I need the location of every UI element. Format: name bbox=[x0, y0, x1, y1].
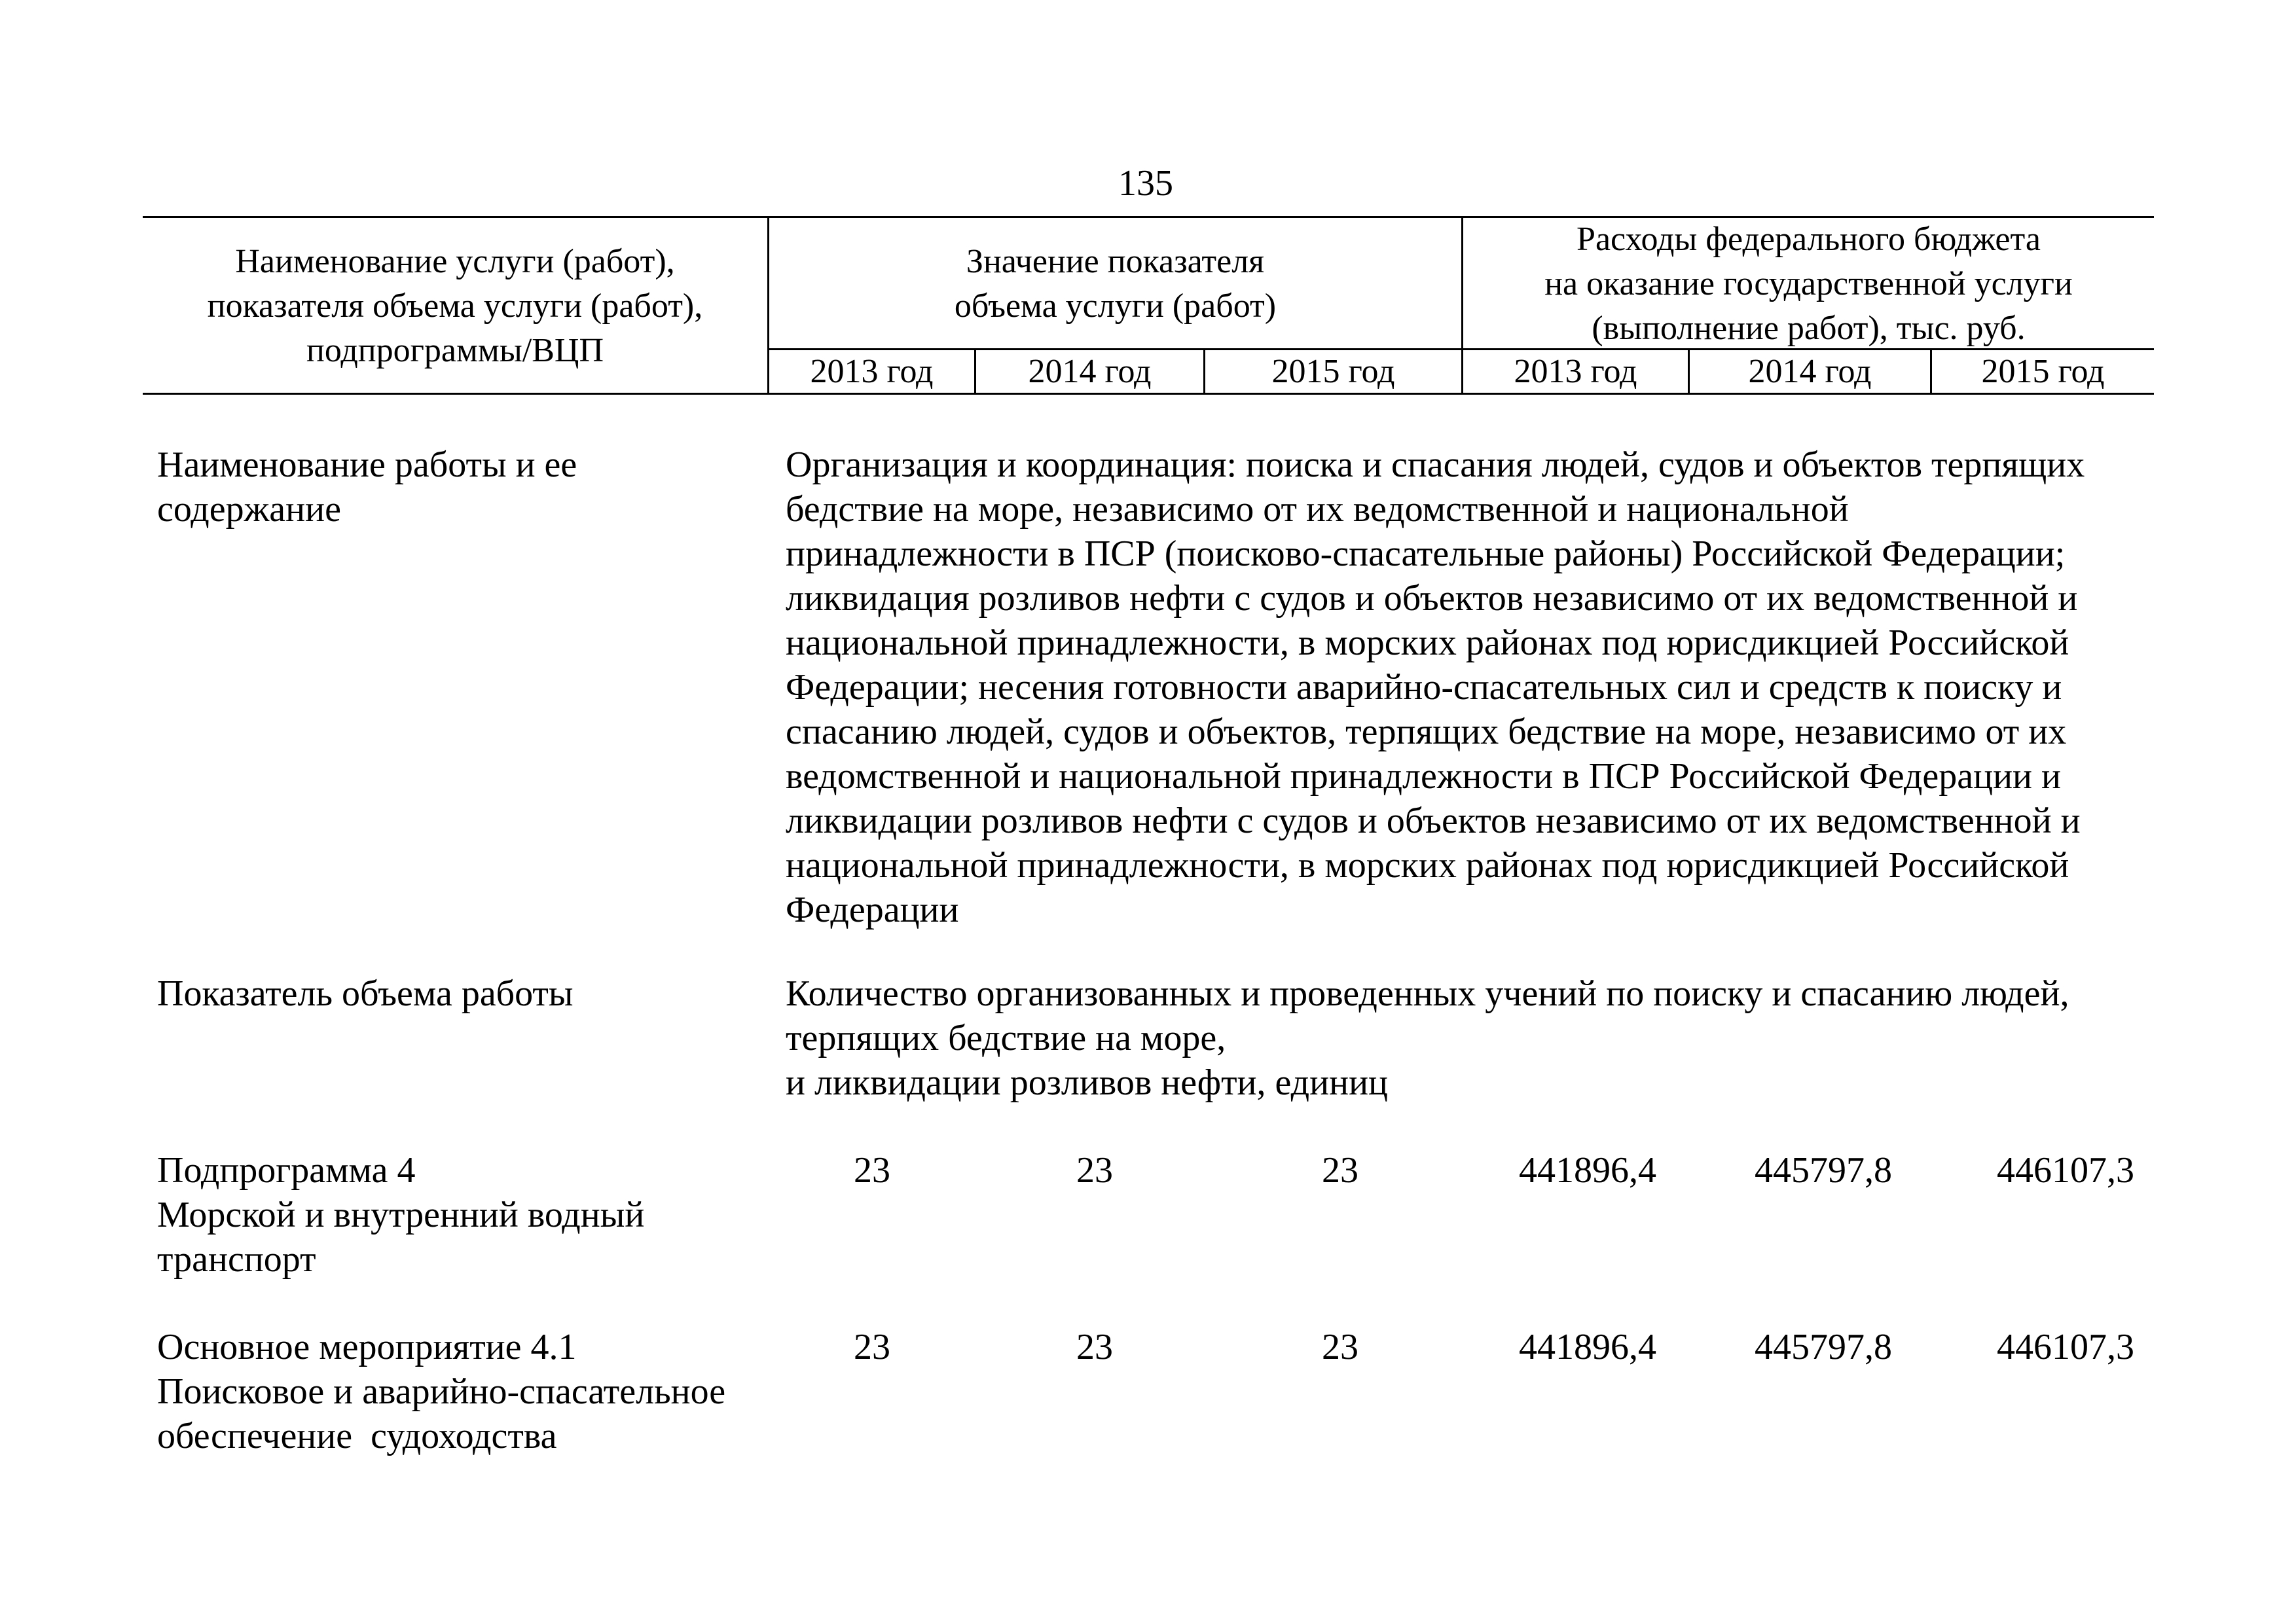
header-bottom-rule bbox=[143, 393, 2154, 395]
header-line: Значение показателя bbox=[966, 243, 1265, 280]
value-cell: 23 bbox=[854, 1327, 890, 1367]
header-line: Наименование услуги (работ), bbox=[235, 243, 675, 280]
text-line: спасанию людей, судов и объектов, терпящих бедствие на море, независимо от их bbox=[786, 712, 2067, 752]
header-line: показателя объема услуги (работ), bbox=[207, 287, 703, 325]
year-header: 2013 год bbox=[1514, 353, 1637, 390]
text-line: бедствие на море, независимо от их ведомственной и национальной bbox=[786, 489, 1849, 530]
text-line: Организация и координация: поиска и спасания людей, судов и объектов терпящих bbox=[786, 444, 2085, 485]
header-expense-column bbox=[1463, 217, 2154, 351]
value-cell: 23 bbox=[1322, 1150, 1358, 1191]
page-number: 135 bbox=[1118, 163, 1173, 204]
work-name-description bbox=[786, 442, 2193, 932]
text-line: ликвидация розливов нефти с судов и объектов независимо от их ведомственной и bbox=[786, 578, 2078, 619]
header-line: на оказание государственной услуги bbox=[1544, 265, 2073, 302]
text-line: Федерации; несения готовности аварийно-спасательных сил и средств к поиску и bbox=[786, 667, 2062, 708]
value-cell: 23 bbox=[854, 1150, 890, 1191]
row-name-line: Поисковое и аварийно-спасательное bbox=[157, 1371, 726, 1412]
text-line: и ликвидации розливов нефти, единиц bbox=[786, 1062, 1389, 1103]
text-line: Количество организованных и проведенных учений по поиску и спасанию людей, bbox=[786, 973, 2069, 1014]
row-name bbox=[157, 1148, 779, 1282]
text-line: принадлежности в ПСР (поисково-спасательные районы) Российской Федерации; bbox=[786, 533, 2066, 574]
row-name-line: транспорт bbox=[157, 1239, 316, 1280]
header-line: объема услуги (работ) bbox=[954, 287, 1277, 325]
value-cell: 441896,4 bbox=[1519, 1327, 1656, 1367]
row-name-line: обеспечение судоходства bbox=[157, 1416, 557, 1456]
text-line: Федерации bbox=[786, 890, 959, 930]
year-header: 2014 год bbox=[1748, 353, 1872, 390]
row-name-line: Морской и внутренний водный bbox=[157, 1195, 645, 1235]
header-value-column bbox=[769, 240, 1461, 329]
label-line: содержание bbox=[157, 489, 341, 530]
value-cell: 446107,3 bbox=[1997, 1150, 2134, 1191]
value-cell: 445797,8 bbox=[1755, 1150, 1892, 1191]
work-name-label bbox=[157, 442, 779, 532]
value-cell: 446107,3 bbox=[1997, 1327, 2134, 1367]
header-line: подпрограммы/ВЦП bbox=[306, 332, 604, 369]
value-cell: 23 bbox=[1076, 1150, 1113, 1191]
text-line: национальной принадлежности, в морских районах под юрисдикцией Российской bbox=[786, 845, 2069, 886]
text-line: национальной принадлежности, в морских районах под юрисдикцией Российской bbox=[786, 623, 2069, 663]
text-line: терпящих бедствие на море, bbox=[786, 1018, 1226, 1058]
value-cell: 445797,8 bbox=[1755, 1327, 1892, 1367]
text-line: ведомственной и национальной принадлежности в ПСР Российской Федерации и bbox=[786, 756, 2061, 797]
year-header: 2015 год bbox=[1981, 353, 2105, 390]
label-line: Наименование работы и ее bbox=[157, 444, 577, 485]
header-name-column bbox=[143, 240, 767, 373]
row-name-line: Подпрограмма 4 bbox=[157, 1150, 416, 1191]
value-cell: 23 bbox=[1076, 1327, 1113, 1367]
text-line: ликвидации розливов нефти с судов и объектов независимо от их ведомственной и bbox=[786, 801, 2081, 841]
header-line: Расходы федерального бюджета bbox=[1576, 221, 2041, 258]
value-cell: 441896,4 bbox=[1519, 1150, 1656, 1191]
row-name-line: Основное мероприятие 4.1 bbox=[157, 1327, 577, 1367]
value-cell: 23 bbox=[1322, 1327, 1358, 1367]
volume-indicator-label: Показатель объема работы bbox=[157, 973, 574, 1014]
year-header: 2013 год bbox=[810, 353, 934, 390]
row-name bbox=[157, 1325, 779, 1458]
header-line: (выполнение работ), тыс. руб. bbox=[1592, 310, 2026, 347]
volume-indicator-description bbox=[786, 971, 2193, 1105]
year-header: 2014 год bbox=[1028, 353, 1152, 390]
year-header: 2015 год bbox=[1271, 353, 1395, 390]
